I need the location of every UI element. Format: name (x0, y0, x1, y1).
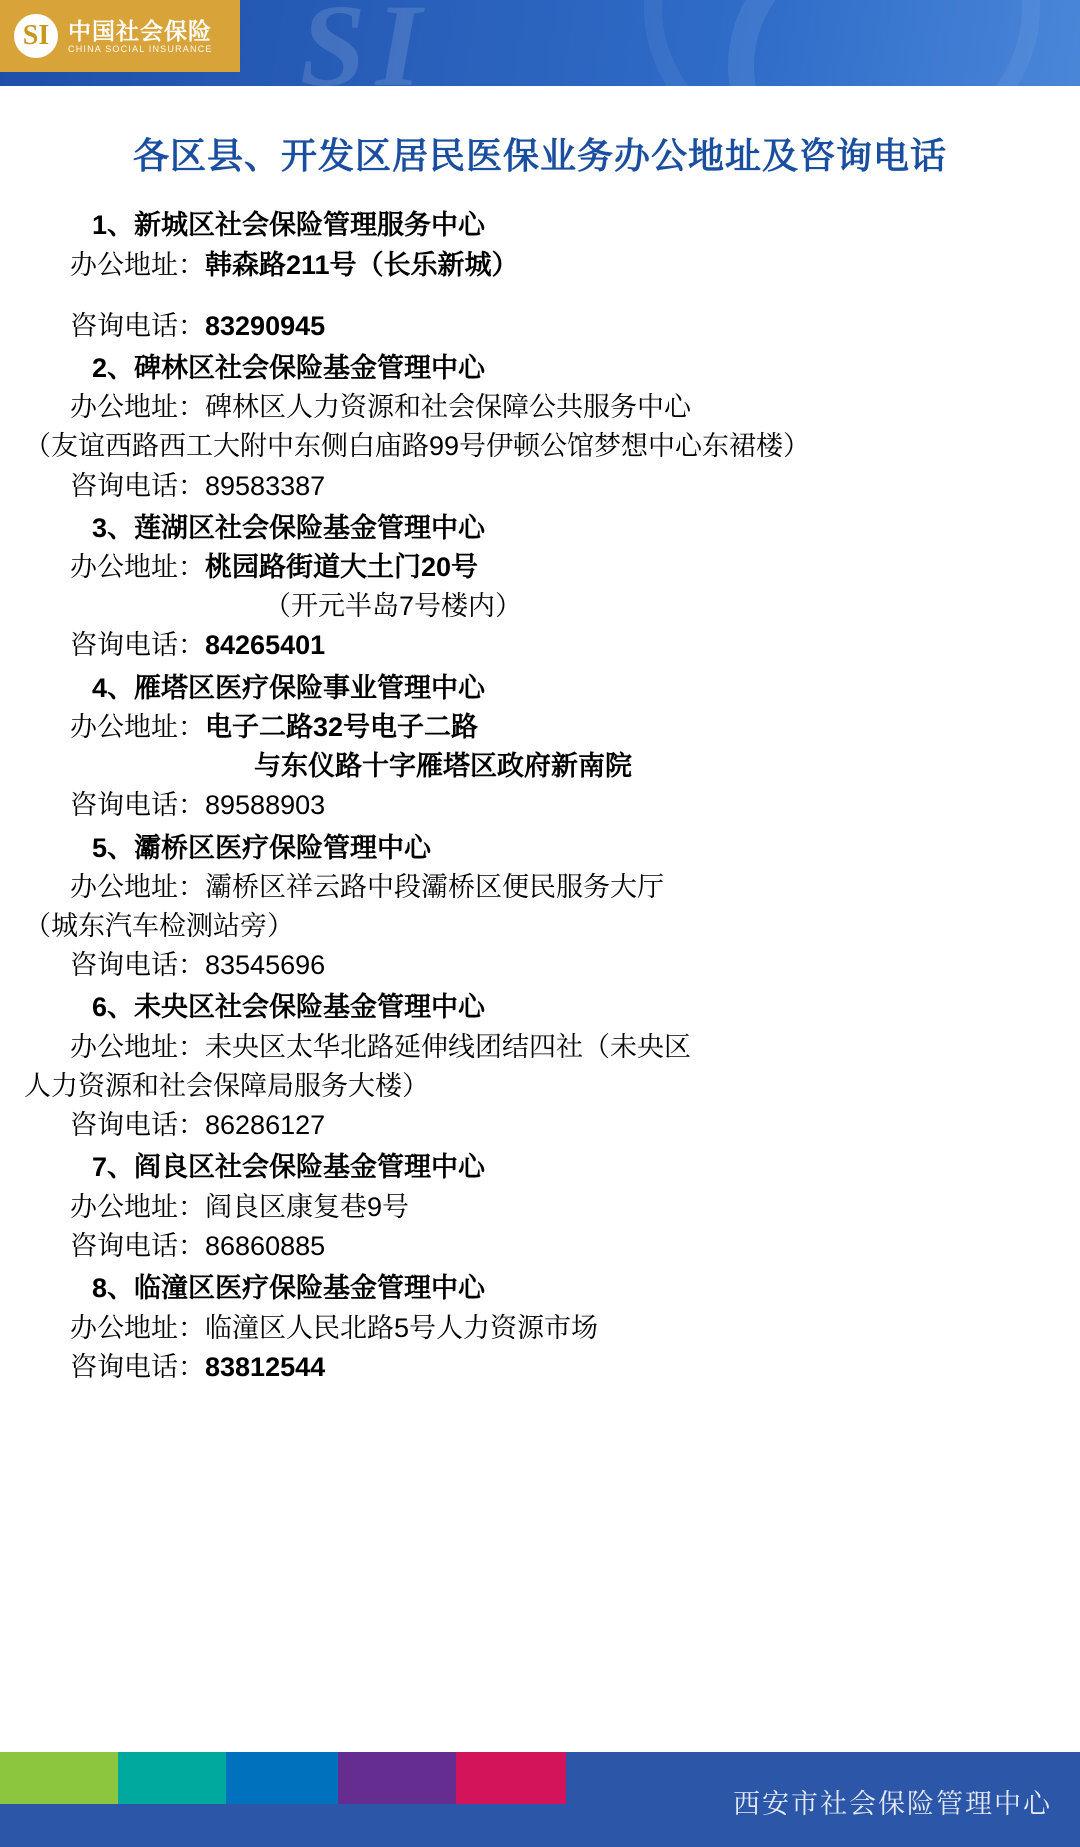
office-name: 4、雁塔区医疗保险事业管理中心 (92, 672, 486, 703)
office-phone-line (24, 467, 1056, 506)
address-value: 灞桥区祥云路中段灞桥区便民服务大厅 (205, 872, 664, 903)
office-address-line (24, 548, 1056, 587)
phone-label: 咨询电话： (70, 1231, 205, 1262)
phone-value: 89583387 (205, 470, 326, 501)
phone-label: 咨询电话： (70, 630, 205, 661)
office-address-cont: （开元半岛7号楼内） (264, 591, 523, 622)
si-logo-icon: SI (14, 14, 58, 58)
address-label: 办公地址： (70, 1191, 205, 1222)
office-name: 2、碑林区社会保险基金管理中心 (92, 352, 486, 383)
phone-label: 咨询电话： (70, 310, 205, 341)
office-entry (24, 205, 1056, 346)
address-label: 办公地址： (70, 392, 205, 423)
page-title: 各区县、开发区居民医保业务办公地址及咨询电话 (132, 135, 947, 176)
spacer (24, 285, 1056, 307)
office-address-line (24, 1028, 1056, 1067)
office-phone-line (24, 1227, 1056, 1266)
phone-value: 84265401 (205, 630, 326, 661)
phone-label: 咨询电话： (70, 790, 205, 821)
phone-value: 86860885 (205, 1231, 326, 1262)
office-entry (24, 987, 1056, 1145)
phone-value: 86286127 (205, 1110, 326, 1141)
address-label: 办公地址： (70, 552, 205, 583)
address-label: 办公地址： (70, 872, 205, 903)
office-name: 3、莲湖区社会保险基金管理中心 (92, 512, 486, 543)
address-value: 碑林区人力资源和社会保障公共服务中心 (205, 392, 691, 423)
office-phone-line (24, 1348, 1056, 1387)
address-value: 韩森路211号（长乐新城） (205, 249, 519, 280)
office-address-cont: （城东汽车检测站旁） (24, 911, 294, 942)
phone-label: 咨询电话： (70, 1110, 205, 1141)
address-label: 办公地址： (70, 712, 205, 743)
office-name: 6、未央区社会保险基金管理中心 (92, 992, 486, 1023)
header-arc-decoration-2 (644, 0, 1040, 86)
footer-color-bar-blue (226, 1752, 338, 1804)
address-value: 电子二路32号电子二路 (205, 712, 479, 743)
office-name: 5、灞桥区医疗保险管理中心 (92, 832, 432, 863)
phone-value: 83812544 (205, 1351, 326, 1382)
footer-color-bar-purple (338, 1752, 456, 1804)
brand-logo (0, 0, 240, 72)
office-phone-line (24, 946, 1056, 985)
office-address-cont: 人力资源和社会保障局服务大楼） (24, 1071, 429, 1102)
office-phone-line (24, 786, 1056, 825)
office-address-line (24, 1309, 1056, 1348)
brand-logo-text (68, 18, 213, 55)
office-address-line (24, 388, 1056, 427)
footer-color-bar-green (0, 1752, 118, 1804)
office-entry (24, 348, 1056, 506)
page-footer (0, 1752, 1080, 1847)
office-entry (24, 828, 1056, 986)
phone-label: 咨询电话： (70, 470, 205, 501)
page-header (0, 0, 1080, 86)
office-name: 7、阎良区社会保险基金管理中心 (92, 1152, 486, 1183)
office-address-line (24, 708, 1056, 747)
address-value: 未央区太华北路延伸线团结四社（未央区 (205, 1031, 691, 1062)
office-phone-line (24, 1106, 1056, 1145)
office-address-cont: （友谊西路西工大附中东侧白庙路99号伊顿公馆梦想中心东裙楼） (24, 431, 811, 462)
address-label: 办公地址： (70, 249, 205, 280)
office-address-line (24, 1188, 1056, 1227)
office-address-line (24, 246, 1056, 285)
footer-color-bar-teal (118, 1752, 226, 1804)
address-value: 临潼区人民北路5号人力资源市场 (205, 1312, 599, 1343)
office-address-cont: 与东仪路十字雁塔区政府新南院 (254, 751, 632, 782)
office-name: 1、新城区社会保险管理服务中心 (92, 210, 486, 240)
office-entry (24, 1147, 1056, 1266)
document-body (0, 86, 1080, 1752)
phone-value: 83290945 (205, 310, 326, 341)
phone-value: 89588903 (205, 790, 326, 821)
phone-label: 咨询电话： (70, 950, 205, 981)
office-name: 8、临潼区医疗保险基金管理中心 (92, 1273, 486, 1304)
brand-name-en: CHINA SOCIAL INSURANCE (68, 44, 213, 55)
brand-name-cn: 中国社会保险 (68, 17, 212, 44)
address-label: 办公地址： (70, 1312, 205, 1343)
office-entry (24, 1268, 1056, 1387)
address-label: 办公地址： (70, 1031, 205, 1062)
office-entry (24, 668, 1056, 826)
office-phone-line (24, 307, 1056, 346)
header-watermark: SI (300, 0, 432, 86)
address-value: 桃园路街道大土门20号 (205, 552, 479, 583)
phone-label: 咨询电话： (70, 1351, 205, 1382)
address-value: 阎良区康复巷9号 (205, 1191, 410, 1222)
phone-value: 83545696 (205, 950, 326, 981)
office-entry (24, 508, 1056, 666)
office-address-line (24, 868, 1056, 907)
office-phone-line (24, 626, 1056, 665)
footer-color-bar-magenta (456, 1752, 566, 1804)
footer-organization-name: 西安市社会保险管理中心 (733, 1789, 1052, 1819)
